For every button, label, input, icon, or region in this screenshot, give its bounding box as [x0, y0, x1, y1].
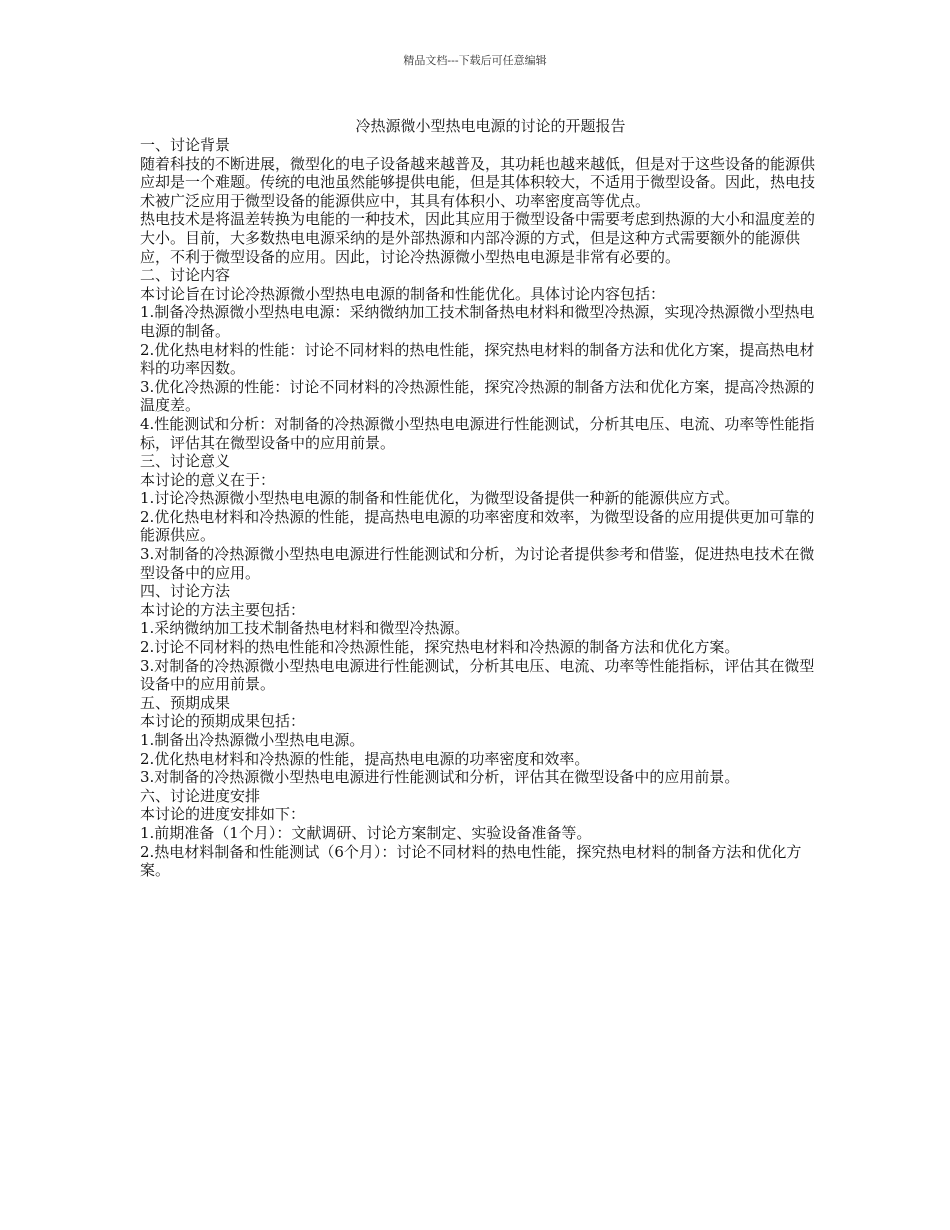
document-content — [140, 136, 815, 880]
section-heading: 三、讨论意义 — [140, 452, 231, 471]
section-heading: 五、预期成果 — [140, 693, 231, 712]
paragraph: 本讨论的方法主要包括： — [140, 600, 306, 619]
document-body — [140, 116, 815, 880]
paragraph: 本讨论的进度安排如下： — [140, 805, 306, 824]
list-item: 1.制备出冷热源微小型热电电源。 — [140, 731, 365, 749]
list-item: 3.优化冷热源的性能：讨论不同材料的冷热源性能，探究冷热源的制备方法和优化方案，提高冷热源的温度差。 — [140, 377, 815, 415]
list-item: 2.优化热电材料的性能：讨论不同材料的热电性能，探究热电材料的制备方法和优化方案，提高热电材料的功率因数。 — [140, 340, 815, 378]
list-item: 1.前期准备（1个月）：文献调研、讨论方案制定、实验设备准备等。 — [140, 823, 592, 842]
paragraph: 本讨论的意义在于： — [140, 470, 276, 489]
page-header-note: 精品文档---下载后可任意编辑 — [403, 54, 547, 67]
section-heading: 一、讨论背景 — [140, 136, 231, 154]
list-item: 2.讨论不同材料的热电性能和冷热源性能，探究热电材料和冷热源的制备方法和优化方案。 — [140, 638, 740, 657]
list-item: 2.优化热电材料和冷热源的性能，提高热电电源的功率密度和效率。 — [140, 749, 590, 768]
list-item: 1.讨论冷热源微小型热电电源的制备和性能优化，为微型设备提供一种新的能源供应方式。 — [140, 489, 740, 508]
paragraph: 随着科技的不断进展，微型化的电子设备越来越普及，其功耗也越来越低，但是对于这些设备的能源供应却是一个难题。传统的电池虽然能够提供电能，但是其体积较大，不适用于微型设备。因此，热电技术被广泛应用于微型设备的能源供应中，其具有体积小、功率密度高等优点。 — [140, 154, 816, 210]
list-item: 2.热电材料制备和性能测试（6个月）：讨论不同材料的热电性能，探究热电材料的制备方法和优化方案。 — [140, 842, 802, 880]
list-item: 3.对制备的冷热源微小型热电电源进行性能测试和分析，评估其在微型设备中的应用前景。 — [140, 768, 740, 787]
list-item: 4.性能测试和分析：对制备的冷热源微小型热电电源进行性能测试，分析其电压、电流、功率等性能指标，评估其在微型设备中的应用前景。 — [140, 414, 815, 452]
document-title: 冷热源微小型热电电源的讨论的开题报告 — [355, 117, 626, 135]
section-heading: 四、讨论方法 — [140, 582, 231, 601]
list-item: 1.采纳微纳加工技术制备热电材料和微型冷热源。 — [140, 619, 470, 638]
list-item: 3.对制备的冷热源微小型热电电源进行性能测试，分析其电压、电流、功率等性能指标，评估其在微型设备中的应用前景。 — [140, 656, 815, 694]
section-heading: 二、讨论内容 — [140, 266, 231, 285]
list-item: 3.对制备的冷热源微小型热电电源进行性能测试和分析，为讨论者提供参考和借鉴，促进热电技术在微型设备中的应用。 — [140, 545, 815, 582]
list-item: 1.制备冷热源微小型热电电源：采纳微纳加工技术制备热电材料和微型冷热源，实现冷热源微小型热电电源的制备。 — [140, 303, 815, 340]
section-heading: 六、讨论进度安排 — [140, 786, 261, 805]
paragraph: 本讨论的预期成果包括： — [140, 712, 306, 731]
list-item: 2.优化热电材料和冷热源的性能，提高热电电源的功率密度和效率，为微型设备的应用提供更加可靠的能源供应。 — [140, 507, 815, 545]
paragraph: 本讨论旨在讨论冷热源微小型热电电源的制备和性能优化。具体讨论内容包括： — [140, 284, 666, 303]
paragraph: 热电技术是将温差转换为电能的一种技术，因此其应用于微型设备中需要考虑到热源的大小和温度差的大小。目前，大多数热电电源采纳的是外部热源和内部冷源的方式，但是这种方式需要额外的能源供应，不利于微型设备的应用。因此，讨论冷热源微小型热电电源是非常有必要的。 — [140, 210, 816, 266]
